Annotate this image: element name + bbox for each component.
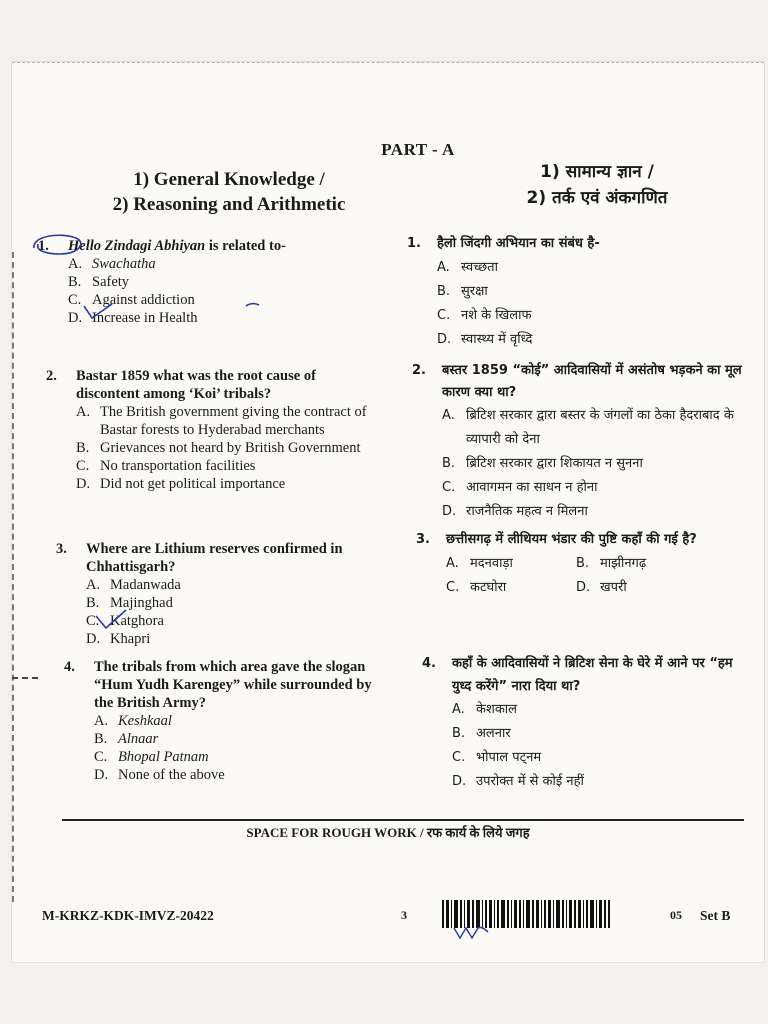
part-title: PART - A (381, 140, 455, 159)
rough-work-label: SPACE FOR ROUGH WORK / रफ कार्य के लिये जगह (246, 825, 530, 840)
rough-work-divider (62, 819, 744, 821)
pen-tick-mark (82, 302, 122, 322)
question-en-2: 2. Bastar 1859 what was the root cause of discontent among ‘Koi’ tribals? A. The British government giving the contract of Bastar forests to Hyderabad merchants B. Grievances not heard by British Government C. No transportation facilities D. Did not get political importance (46, 368, 367, 492)
set-number: 05 (670, 908, 682, 922)
perforation-line (12, 252, 14, 902)
section-header-hindi: 1) सामान्य ज्ञान / 2) तर्क एवं अंकगणित (526, 162, 668, 208)
question-hi-1: 1. हैलो जिंदगी अभियान का संबंध है- A. स्वच्छता B. सुरक्षा C. नशे के खिलाफ D. स्वास्थ्य में वृध्दि (407, 236, 600, 347)
question-en-3: 3. Where are Lithium reserves confirmed in Chhattisgarh? A. Madanwada B. Majinghad C. Katghora D. Khapri (56, 541, 343, 647)
page-top-edge (12, 62, 764, 63)
exam-page (12, 62, 764, 962)
question-hi-2: 2. बस्तर 1859 “कोई” आदिवासियों में असंतोष भड़कने का मूल कारण क्या था? A. ब्रिटिश सरकार द्वारा बस्तर के जंगलों का ठेका हैदराबाद के व्यापारी को देना B. ब्रिटिश सरकार द्वारा शिकायत न सुनना C. आवागमन का साधन न होना D. राजनैतिक महत्व न मिलना (412, 363, 742, 519)
set-label: Set B (700, 908, 731, 923)
section-header-english: 1) General Knowledge / 2) Reasoning and Arithmetic (112, 169, 346, 215)
question-hi-4: 4. कहाँ के आदिवासियों ने ब्रिटिश सेना के घेरे में आने पर “हम युध्द करेंगे” नारा दिया था? A. केशकाल B. अलनार C. भोपाल पट्नम D. उपरोक्त में से कोई नहीं (422, 656, 733, 789)
pen-tick-mark-2 (94, 608, 130, 632)
pen-dash-mark (244, 300, 262, 310)
question-hi-3: 3. छत्तीसगढ़ में लीथियम भंडार की पुष्टि कहाँ की गई है? A. मदनवाड़ा B. माझीनगढ़ C. कटघोरा D. खपरी (416, 532, 697, 595)
perforation-mark (12, 677, 38, 679)
question-en-1: 1. Hello Zindagi Abhiyan is related to- A. Swachatha B. Safety C. Against addiction D. Increase in Health (38, 238, 286, 326)
pen-circle-mark (30, 230, 90, 258)
question-en-4: 4. The tribals from which area gave the slogan “Hum Yudh Karengey” while surrounded by the British Army? A. Keshkaal B. Alnaar C. Bhopal Patnam D. None of the above (64, 659, 372, 783)
pen-scribble-mark (452, 922, 492, 942)
page-number: 3 (401, 908, 407, 922)
paper-code: M-KRKZ-KDK-IMVZ-20422 (42, 908, 214, 923)
